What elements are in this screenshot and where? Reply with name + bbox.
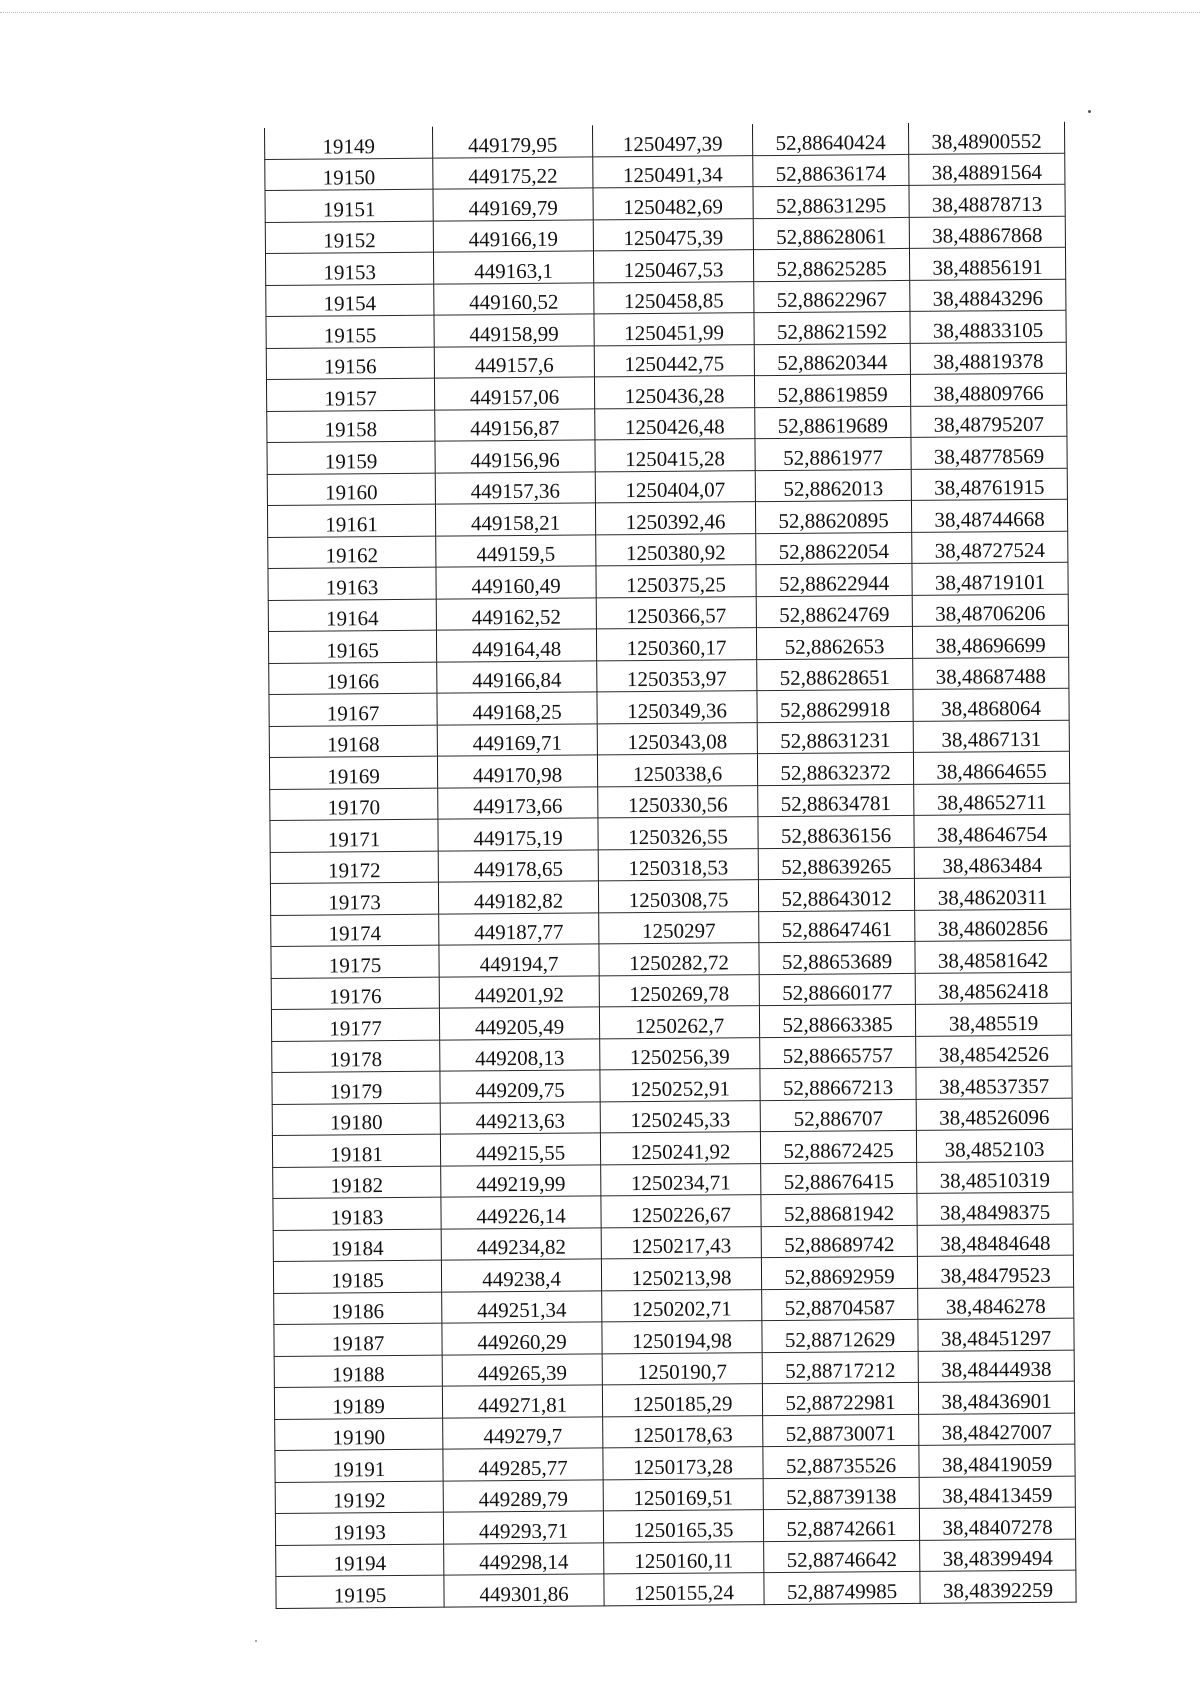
- longitude-cell: 38,48407278: [919, 1507, 1075, 1540]
- point-number-cell: 19153: [265, 252, 433, 285]
- latitude-cell: 52,88742661: [763, 1508, 919, 1541]
- longitude-cell: 38,48510319: [917, 1161, 1073, 1194]
- latitude-cell: 52,88619859: [754, 374, 910, 407]
- x-coordinate-cell: 449298,14: [444, 1542, 604, 1575]
- point-number-cell: 19170: [270, 788, 438, 821]
- longitude-cell: 38,48484648: [917, 1224, 1073, 1257]
- scan-speck: [255, 1640, 257, 1642]
- x-coordinate-cell: 449205,49: [439, 1007, 599, 1040]
- latitude-cell: 52,88622054: [756, 532, 912, 565]
- y-coordinate-cell: 1250375,25: [596, 565, 756, 598]
- longitude-cell: 38,48833105: [910, 310, 1066, 343]
- latitude-cell: 52,88647461: [759, 910, 915, 943]
- latitude-cell: 52,88628061: [753, 217, 909, 250]
- y-coordinate-cell: 1250213,98: [601, 1258, 761, 1291]
- longitude-cell: 38,48843296: [910, 279, 1066, 312]
- x-coordinate-cell: 449157,36: [435, 471, 595, 504]
- point-number-cell: 19160: [267, 473, 435, 506]
- latitude-cell: 52,88689742: [761, 1225, 917, 1258]
- y-coordinate-cell: 1250353,97: [597, 659, 757, 692]
- latitude-cell: 52,88717212: [762, 1351, 918, 1384]
- longitude-cell: 38,48687488: [913, 657, 1069, 690]
- y-coordinate-cell: 1250330,56: [598, 785, 758, 818]
- point-number-cell: 19156: [266, 347, 434, 380]
- point-number-cell: 19166: [269, 662, 437, 695]
- point-number-cell: 19155: [266, 315, 434, 348]
- x-coordinate-cell: 449179,95: [432, 125, 592, 157]
- document-page: [264, 122, 1077, 1609]
- latitude-cell: 52,88636174: [753, 154, 909, 187]
- longitude-cell: 38,48727524: [912, 531, 1068, 564]
- y-coordinate-cell: 1250169,51: [603, 1478, 763, 1511]
- x-coordinate-cell: 449201,92: [439, 975, 599, 1008]
- point-number-cell: 19174: [271, 914, 439, 947]
- latitude-cell: 52,88628651: [757, 658, 913, 691]
- point-number-cell: 19167: [269, 693, 437, 726]
- point-number-cell: 19189: [274, 1386, 442, 1419]
- point-number-cell: 19172: [270, 851, 438, 884]
- point-number-cell: 19185: [273, 1260, 441, 1293]
- longitude-cell: 38,48581642: [915, 940, 1071, 973]
- x-coordinate-cell: 449158,21: [435, 503, 595, 536]
- latitude-cell: 52,88663385: [759, 1004, 915, 1037]
- latitude-cell: 52,88739138: [763, 1477, 919, 1510]
- latitude-cell: 52,88660177: [759, 973, 915, 1006]
- point-number-cell: 19184: [273, 1229, 441, 1262]
- y-coordinate-cell: 1250426,48: [595, 407, 755, 440]
- longitude-cell: 38,48392259: [920, 1570, 1076, 1603]
- longitude-cell: 38,48427007: [919, 1413, 1075, 1446]
- latitude-cell: 52,88620895: [755, 500, 911, 533]
- point-number-cell: 19195: [276, 1575, 444, 1608]
- point-number-cell: 19161: [267, 504, 435, 537]
- y-coordinate-cell: 1250415,28: [595, 439, 755, 472]
- longitude-cell: 38,48646754: [914, 814, 1070, 847]
- longitude-cell: 38,48498375: [917, 1192, 1073, 1225]
- point-number-cell: 19173: [270, 882, 438, 915]
- y-coordinate-cell: 1250475,39: [593, 218, 753, 251]
- longitude-cell: 38,48867868: [909, 216, 1065, 249]
- longitude-cell: 38,48900552: [908, 122, 1064, 154]
- longitude-cell: 38,48652711: [914, 783, 1070, 816]
- x-coordinate-cell: 449289,79: [443, 1479, 603, 1512]
- latitude-cell: 52,88631231: [757, 721, 913, 754]
- x-coordinate-cell: 449285,77: [443, 1448, 603, 1481]
- latitude-cell: 52,88639265: [758, 847, 914, 880]
- longitude-cell: 38,48664655: [913, 751, 1069, 784]
- x-coordinate-cell: 449194,7: [439, 944, 599, 977]
- point-number-cell: 19165: [268, 630, 436, 663]
- latitude-cell: 52,88640424: [752, 123, 908, 155]
- y-coordinate-cell: 1250442,75: [594, 344, 754, 377]
- longitude-cell: 38,48451297: [918, 1318, 1074, 1351]
- y-coordinate-cell: 1250202,71: [602, 1289, 762, 1322]
- point-number-cell: 19149: [264, 127, 432, 159]
- longitude-cell: 38,48413459: [919, 1476, 1075, 1509]
- y-coordinate-cell: 1250217,43: [601, 1226, 761, 1259]
- point-number-cell: 19182: [273, 1166, 441, 1199]
- coordinates-table: [264, 122, 1077, 1609]
- latitude-cell: 52,88667213: [760, 1067, 916, 1100]
- point-number-cell: 19162: [268, 536, 436, 569]
- x-coordinate-cell: 449169,79: [433, 188, 593, 221]
- longitude-cell: 38,4863484: [914, 846, 1070, 879]
- y-coordinate-cell: 1250262,7: [599, 1006, 759, 1039]
- y-coordinate-cell: 1250482,69: [593, 187, 753, 220]
- point-number-cell: 19180: [272, 1103, 440, 1136]
- y-coordinate-cell: 1250282,72: [599, 943, 759, 976]
- y-coordinate-cell: 1250436,28: [594, 376, 754, 409]
- x-coordinate-cell: 449209,75: [440, 1070, 600, 1103]
- latitude-cell: 52,88735526: [763, 1445, 919, 1478]
- latitude-cell: 52,88624769: [756, 595, 912, 628]
- point-number-cell: 19154: [266, 284, 434, 317]
- latitude-cell: 52,88692959: [761, 1256, 917, 1289]
- latitude-cell: 52,88704587: [762, 1288, 918, 1321]
- point-number-cell: 19181: [272, 1134, 440, 1167]
- point-number-cell: 19150: [265, 158, 433, 191]
- scan-speck: [1088, 110, 1091, 113]
- x-coordinate-cell: 449160,49: [436, 566, 596, 599]
- latitude-cell: 52,88622967: [754, 280, 910, 313]
- longitude-cell: 38,48562418: [915, 972, 1071, 1005]
- x-coordinate-cell: 449279,7: [443, 1416, 603, 1449]
- x-coordinate-cell: 449208,13: [440, 1038, 600, 1071]
- x-coordinate-cell: 449215,55: [440, 1133, 600, 1166]
- latitude-cell: 52,88629918: [757, 689, 913, 722]
- x-coordinate-cell: 449159,5: [436, 534, 596, 567]
- y-coordinate-cell: 1250366,57: [596, 596, 756, 629]
- x-coordinate-cell: 449168,25: [437, 692, 597, 725]
- x-coordinate-cell: 449169,71: [437, 723, 597, 756]
- longitude-cell: 38,48444938: [918, 1350, 1074, 1383]
- latitude-cell: 52,88632372: [757, 752, 913, 785]
- x-coordinate-cell: 449157,6: [434, 345, 594, 378]
- latitude-cell: 52,88665757: [760, 1036, 916, 1069]
- point-number-cell: 19164: [268, 599, 436, 632]
- latitude-cell: 52,88676415: [761, 1162, 917, 1195]
- y-coordinate-cell: 1250245,33: [600, 1100, 760, 1133]
- point-number-cell: 19171: [270, 819, 438, 852]
- longitude-cell: 38,48419059: [919, 1444, 1075, 1477]
- point-number-cell: 19177: [271, 1008, 439, 1041]
- x-coordinate-cell: 449238,4: [441, 1259, 601, 1292]
- y-coordinate-cell: 1250451,99: [594, 313, 754, 346]
- y-coordinate-cell: 1250165,35: [603, 1510, 763, 1543]
- y-coordinate-cell: 1250269,78: [599, 974, 759, 1007]
- point-number-cell: 19187: [274, 1323, 442, 1356]
- latitude-cell: 52,88622944: [756, 563, 912, 596]
- x-coordinate-cell: 449175,22: [433, 156, 593, 189]
- point-number-cell: 19158: [267, 410, 435, 443]
- latitude-cell: 52,8862653: [756, 626, 912, 659]
- point-number-cell: 19179: [272, 1071, 440, 1104]
- x-coordinate-cell: 449175,19: [438, 818, 598, 851]
- y-coordinate-cell: 1250185,29: [602, 1384, 762, 1417]
- latitude-cell: 52,886707: [760, 1099, 916, 1132]
- y-coordinate-cell: 1250297: [599, 911, 759, 944]
- x-coordinate-cell: 449156,87: [435, 408, 595, 441]
- longitude-cell: 38,485519: [915, 1003, 1071, 1036]
- x-coordinate-cell: 449157,06: [434, 377, 594, 410]
- y-coordinate-cell: 1250343,08: [597, 722, 757, 755]
- longitude-cell: 38,48856191: [909, 247, 1065, 280]
- latitude-cell: 52,88625285: [753, 248, 909, 281]
- x-coordinate-cell: 449219,99: [441, 1164, 601, 1197]
- point-number-cell: 19193: [275, 1512, 443, 1545]
- x-coordinate-cell: 449163,1: [433, 251, 593, 284]
- y-coordinate-cell: 1250491,34: [593, 155, 753, 188]
- latitude-cell: 52,88722981: [762, 1382, 918, 1415]
- point-number-cell: 19159: [267, 441, 435, 474]
- y-coordinate-cell: 1250194,98: [602, 1321, 762, 1354]
- point-number-cell: 19168: [269, 725, 437, 758]
- latitude-cell: 52,8862013: [755, 469, 911, 502]
- x-coordinate-cell: 449166,84: [437, 660, 597, 693]
- longitude-cell: 38,48795207: [911, 405, 1067, 438]
- coordinates-table-body: [264, 122, 1076, 1608]
- longitude-cell: 38,48526096: [916, 1098, 1072, 1131]
- latitude-cell: 52,88636156: [758, 815, 914, 848]
- y-coordinate-cell: 1250190,7: [602, 1352, 762, 1385]
- y-coordinate-cell: 1250256,39: [600, 1037, 760, 1070]
- longitude-cell: 38,48878713: [909, 184, 1065, 217]
- longitude-cell: 38,48602856: [915, 909, 1071, 942]
- x-coordinate-cell: 449226,14: [441, 1196, 601, 1229]
- longitude-cell: 38,4867131: [913, 720, 1069, 753]
- point-number-cell: 19194: [276, 1544, 444, 1577]
- longitude-cell: 38,4846278: [918, 1287, 1074, 1320]
- x-coordinate-cell: 449170,98: [437, 755, 597, 788]
- point-number-cell: 19183: [273, 1197, 441, 1230]
- y-coordinate-cell: 1250173,28: [603, 1447, 763, 1480]
- longitude-cell: 38,48819378: [910, 342, 1066, 375]
- point-number-cell: 19191: [275, 1449, 443, 1482]
- longitude-cell: 38,48399494: [920, 1539, 1076, 1572]
- point-number-cell: 19157: [266, 378, 434, 411]
- y-coordinate-cell: 1250326,55: [598, 817, 758, 850]
- point-number-cell: 19151: [265, 189, 433, 222]
- latitude-cell: 52,88749985: [764, 1571, 920, 1604]
- latitude-cell: 52,88643012: [758, 878, 914, 911]
- y-coordinate-cell: 1250392,46: [595, 502, 755, 535]
- x-coordinate-cell: 449265,39: [442, 1353, 602, 1386]
- x-coordinate-cell: 449173,66: [438, 786, 598, 819]
- y-coordinate-cell: 1250349,36: [597, 691, 757, 724]
- longitude-cell: 38,48891564: [909, 153, 1065, 186]
- latitude-cell: 52,88730071: [763, 1414, 919, 1447]
- latitude-cell: 52,88672425: [760, 1130, 916, 1163]
- x-coordinate-cell: 449271,81: [442, 1385, 602, 1418]
- y-coordinate-cell: 1250360,17: [596, 628, 756, 661]
- longitude-cell: 38,48620311: [914, 877, 1070, 910]
- longitude-cell: 38,48744668: [911, 499, 1067, 532]
- longitude-cell: 38,48436901: [918, 1381, 1074, 1414]
- y-coordinate-cell: 1250234,71: [601, 1163, 761, 1196]
- y-coordinate-cell: 1250458,85: [594, 281, 754, 314]
- point-number-cell: 19186: [274, 1292, 442, 1325]
- point-number-cell: 19176: [271, 977, 439, 1010]
- x-coordinate-cell: 449293,71: [443, 1511, 603, 1544]
- longitude-cell: 38,48809766: [910, 373, 1066, 406]
- point-number-cell: 19190: [275, 1418, 443, 1451]
- latitude-cell: 52,88620344: [754, 343, 910, 376]
- y-coordinate-cell: 1250155,24: [604, 1573, 764, 1606]
- x-coordinate-cell: 449158,99: [434, 314, 594, 347]
- y-coordinate-cell: 1250241,92: [600, 1132, 760, 1165]
- point-number-cell: 19188: [274, 1355, 442, 1388]
- longitude-cell: 38,48761915: [911, 468, 1067, 501]
- table-row: [276, 1570, 1076, 1608]
- x-coordinate-cell: 449164,48: [436, 629, 596, 662]
- y-coordinate-cell: 1250404,07: [595, 470, 755, 503]
- x-coordinate-cell: 449251,34: [442, 1290, 602, 1323]
- longitude-cell: 38,48719101: [912, 562, 1068, 595]
- y-coordinate-cell: 1250160,11: [604, 1541, 764, 1574]
- point-number-cell: 19169: [269, 756, 437, 789]
- x-coordinate-cell: 449234,82: [441, 1227, 601, 1260]
- x-coordinate-cell: 449182,82: [438, 881, 598, 914]
- x-coordinate-cell: 449160,52: [434, 282, 594, 315]
- longitude-cell: 38,48537357: [916, 1066, 1072, 1099]
- latitude-cell: 52,8861977: [755, 437, 911, 470]
- longitude-cell: 38,4868064: [913, 688, 1069, 721]
- y-coordinate-cell: 1250178,63: [603, 1415, 763, 1448]
- latitude-cell: 52,88621592: [754, 311, 910, 344]
- longitude-cell: 38,48696699: [912, 625, 1068, 658]
- x-coordinate-cell: 449260,29: [442, 1322, 602, 1355]
- y-coordinate-cell: 1250467,53: [593, 250, 753, 283]
- longitude-cell: 38,48778569: [911, 436, 1067, 469]
- point-number-cell: 19175: [271, 945, 439, 978]
- x-coordinate-cell: 449187,77: [439, 912, 599, 945]
- x-coordinate-cell: 449166,19: [433, 219, 593, 252]
- point-number-cell: 19178: [272, 1040, 440, 1073]
- point-number-cell: 19163: [268, 567, 436, 600]
- y-coordinate-cell: 1250226,67: [601, 1195, 761, 1228]
- x-coordinate-cell: 449213,63: [440, 1101, 600, 1134]
- point-number-cell: 19192: [275, 1481, 443, 1514]
- longitude-cell: 38,4852103: [916, 1129, 1072, 1162]
- longitude-cell: 38,48479523: [917, 1255, 1073, 1288]
- longitude-cell: 38,48706206: [912, 594, 1068, 627]
- y-coordinate-cell: 1250338,6: [597, 754, 757, 787]
- latitude-cell: 52,88631295: [753, 185, 909, 218]
- latitude-cell: 52,88634781: [758, 784, 914, 817]
- x-coordinate-cell: 449162,52: [436, 597, 596, 630]
- point-number-cell: 19152: [265, 221, 433, 254]
- latitude-cell: 52,88619689: [755, 406, 911, 439]
- y-coordinate-cell: 1250252,91: [600, 1069, 760, 1102]
- latitude-cell: 52,88712629: [762, 1319, 918, 1352]
- y-coordinate-cell: 1250380,92: [596, 533, 756, 566]
- x-coordinate-cell: 449178,65: [438, 849, 598, 882]
- y-coordinate-cell: 1250318,53: [598, 848, 758, 881]
- y-coordinate-cell: 1250308,75: [598, 880, 758, 913]
- longitude-cell: 38,48542526: [916, 1035, 1072, 1068]
- latitude-cell: 52,88653689: [759, 941, 915, 974]
- x-coordinate-cell: 449301,86: [444, 1574, 604, 1607]
- x-coordinate-cell: 449156,96: [435, 440, 595, 473]
- y-coordinate-cell: 1250497,39: [592, 124, 752, 156]
- latitude-cell: 52,88681942: [761, 1193, 917, 1226]
- scan-top-edge: [0, 12, 1200, 13]
- latitude-cell: 52,88746642: [764, 1540, 920, 1573]
